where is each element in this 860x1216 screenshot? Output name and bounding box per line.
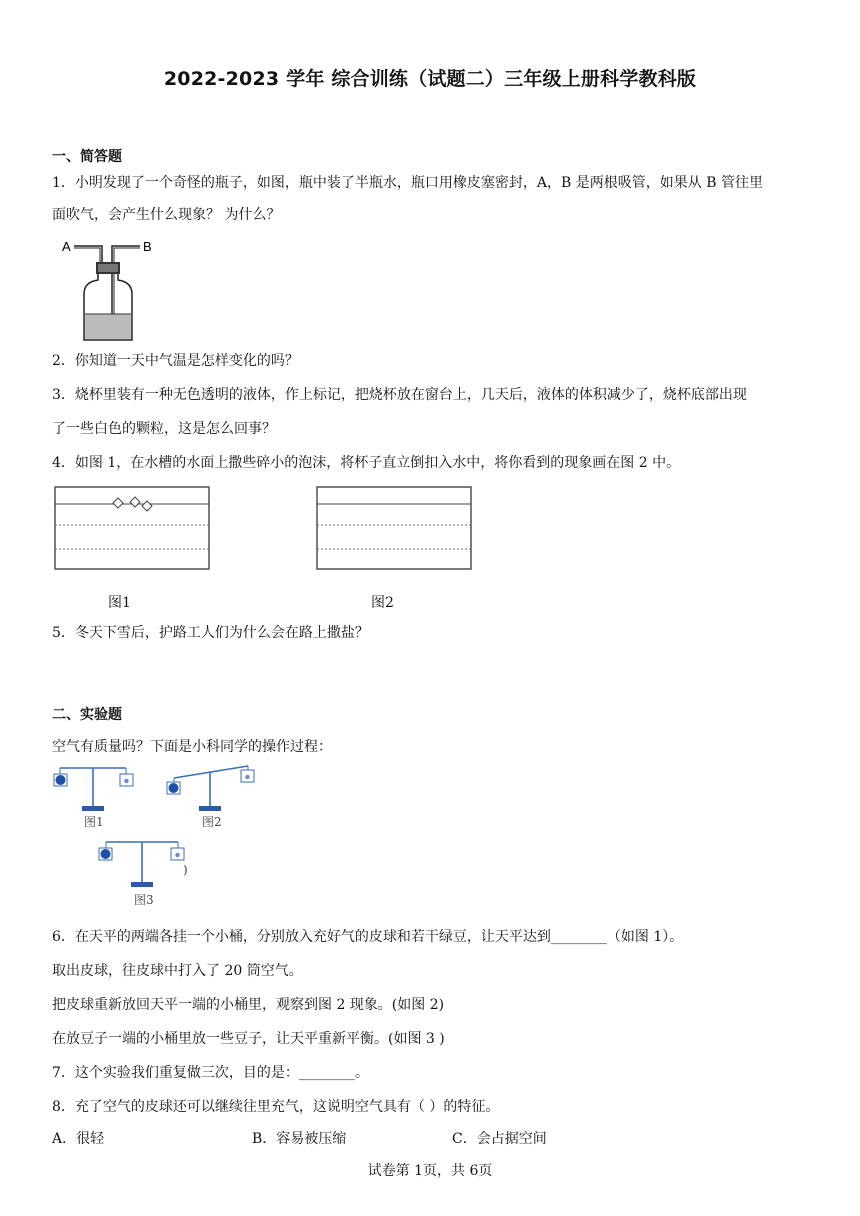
- water-tank-figure-1: [54, 486, 210, 570]
- bottle-figure: [60, 236, 170, 346]
- section-heading-short-answer: 一、简答题: [52, 149, 122, 165]
- question-1-line-2: 面吹气，会产生什么现象？ 为什么？: [52, 207, 281, 223]
- balance-figure-3-paren: ): [183, 863, 188, 877]
- balance-figure-2: [166, 764, 262, 830]
- page-title: 2022-2023 学年 综合训练（试题二）三年级上册科学教科版: [163, 68, 697, 90]
- tube-b-label: B: [143, 239, 152, 254]
- water-tank-figure-2: [316, 486, 472, 570]
- question-5: 5．冬天下雪后，护路工人们为什么会在路上撒盐？: [52, 625, 369, 641]
- tank-figure-2-caption: 图2: [371, 595, 394, 611]
- tube-a-label: A: [62, 239, 71, 254]
- question-2: 2．你知道一天中气温是怎样变化的吗？: [52, 353, 299, 369]
- balance-figure-3: [96, 838, 192, 910]
- question-8: 8．充了空气的皮球还可以继续往里充气，这说明空气具有（ ）的特征。: [52, 1099, 500, 1115]
- experiment-intro: 空气有质量吗？下面是小科同学的操作过程：: [52, 739, 332, 755]
- balance-figure-3-caption: 图3: [134, 893, 154, 907]
- question-6-line-2: 取出皮球，往皮球中打入了 20 筒空气。: [52, 963, 303, 979]
- question-8-option-c: C．会占据空间: [452, 1131, 547, 1147]
- question-6-line-4: 在放豆子一端的小桶里放一些豆子，让天平重新平衡。(如图 3 ): [52, 1031, 445, 1047]
- question-6-line-1: 6．在天平的两端各挂一个小桶，分别放入充好气的皮球和若干绿豆，让天平达到________（如图 1）。: [52, 929, 684, 945]
- balance-figure-2-caption: 图2: [202, 815, 222, 829]
- tank-figure-1-caption: 图1: [108, 595, 131, 611]
- section-heading-experiment: 二、实验题: [52, 707, 122, 723]
- question-8-option-a: A．很轻: [52, 1131, 105, 1147]
- question-1-line-1: 1．小明发现了一个奇怪的瓶子，如图，瓶中装了半瓶水，瓶口用橡皮塞密封，A，B 是两根吸管，如果从 B 管往里: [52, 175, 763, 191]
- question-4: 4．如图 1，在水槽的水面上撒些碎小的泡沫，将杯子直立倒扣入水中，将你看到的现象画在图 2 中。: [52, 455, 681, 471]
- question-7: 7．这个实验我们重复做三次，目的是：________。: [52, 1065, 369, 1081]
- question-3-line-1: 3．烧杯里装有一种无色透明的液体，作上标记，把烧杯放在窗台上，几天后，液体的体积减少了，烧杯底部出现: [52, 387, 747, 403]
- page-footer: 试卷第 1页，共 6页: [367, 1163, 493, 1179]
- question-8-option-b: B．容易被压缩: [252, 1131, 347, 1147]
- question-3-line-2: 了一些白色的颗粒，这是怎么回事？: [52, 421, 276, 437]
- balance-figure-1: [54, 764, 144, 830]
- balance-figure-1-caption: 图1: [84, 815, 104, 829]
- question-6-line-3: 把皮球重新放回天平一端的小桶里，观察到图 2 现象。(如图 2): [52, 997, 445, 1013]
